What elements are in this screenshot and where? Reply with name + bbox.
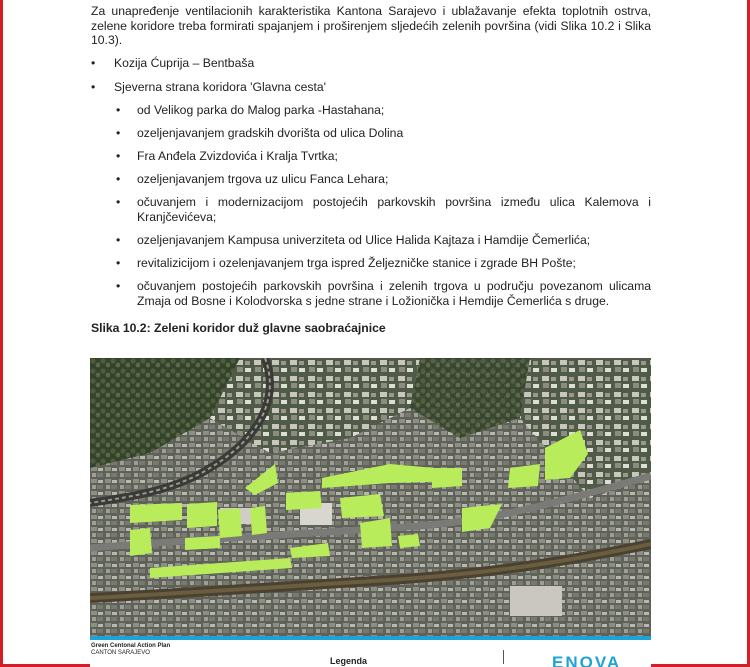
footer-project-name: Green Centonal Action Plan [91,643,171,649]
sub-list-item-text: ozeljenjavanjem trgova uz ulicu Fanca Lehara; [137,172,389,186]
bullet-icon: • [116,149,121,163]
sub-list-item [116,279,651,308]
figure-caption: Slika 10.2: Zeleni koridor duž glavne saobraćajnice [91,321,386,335]
intro-paragraph: Za unapređenje ventilacionih karakteristika Kantona Sarajevo i ublažavanje efekta toplotnih ostrva, zelene koridore treba formirati spajanjem i proširenjem sljedećih zelenih površina (vidi Slika 10.2 i Slika 10.3). [91,4,651,48]
page-footer [90,636,651,667]
page-border-left [0,0,3,667]
sub-list-item-text: od Velikog parka do Malog parka -Hastahana; [137,103,385,117]
aerial-map [90,358,651,636]
footer-accent-bar [90,636,651,640]
bullet-icon: • [116,103,121,117]
sub-list-item [116,126,651,141]
sub-list-item [116,172,651,187]
map-legend-title: Legenda [330,656,368,666]
sub-list-item-text: očuvanjem postojećih parkovskih površina i zelenih trgova u području povezanom ulicama Zmaja od Bosne i Kolodvorska s jedne strane i Ložionička i Hemdije Čemerlića s druge. [137,279,651,308]
sub-list-item [116,103,651,118]
footer-canton-name: CANTON SARAJEVO [91,650,150,656]
bullet-icon: • [91,80,96,94]
bullet-icon: • [116,195,121,209]
sub-list-item-text: ozeljenjavanjem gradskih dvorišta od ulica Dolina [137,126,404,140]
sub-list-item-text: revitalizicijom i ozelenjavanjem trga ispred Željezničke stanice i zgrade BH Pošte; [137,256,576,270]
bullet-icon: • [116,172,121,186]
bullet-icon: • [116,256,121,270]
bullet-icon: • [116,233,121,247]
sub-list-item-text: Fra Anđela Zvizdovića i Kralja Tvrtka; [137,149,338,163]
north-arrow-icon [503,650,504,664]
map-building [510,586,562,616]
sub-list-item [116,149,651,164]
bullet-icon: • [116,279,121,293]
sub-list-item [116,233,651,248]
bullet-icon: • [116,126,121,140]
list-item-text: Sjeverna strana koridora 'Glavna cesta' [114,80,326,94]
sub-list-item-text: ozeljenjavanjem Kampusa univerziteta od Ulice Halida Kajtaza i Hamdije Čemerlića; [137,233,591,247]
list-item-text: Kozija Ćuprija – Bentbaša [114,56,255,70]
sub-list-item [116,195,651,224]
sub-list-item-text: očuvanjem i modernizacijom postojećih parkovskih površina između ulica Kalemova i Kranjčevićeva; [137,195,651,224]
bullet-icon: • [91,56,96,70]
sub-list-item [116,256,651,271]
enova-logo: ENOVA [552,653,622,667]
